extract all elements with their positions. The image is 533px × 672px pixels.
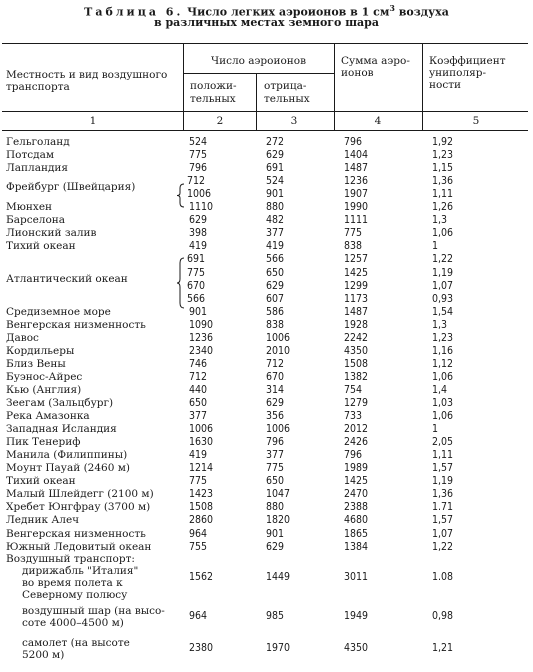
transport-label-line: соте 4000–4500 м) — [22, 616, 124, 629]
row-coeff: 1,16 — [432, 344, 454, 357]
row-sum: 2426 — [344, 436, 369, 449]
header-coeff-1: Коэффициент — [429, 55, 506, 67]
row-sum: 838 — [344, 240, 363, 253]
row-negative: 377 — [266, 227, 285, 240]
row-negative: 1006 — [266, 423, 291, 436]
row-label: Средиземное море — [6, 305, 111, 318]
row-coeff: 0,98 — [432, 609, 454, 622]
table-number: Таблица 6. — [84, 5, 184, 19]
row-positive: 419 — [189, 240, 208, 253]
row-sum: 754 — [344, 383, 363, 396]
row-negative: 1449 — [266, 570, 291, 583]
transport-label-line: 5200 м) — [22, 648, 65, 661]
row-negative: 880 — [266, 501, 285, 514]
row-negative: 1047 — [266, 488, 291, 501]
row-sum: 1928 — [344, 318, 369, 331]
brace-freiburg — [177, 183, 185, 211]
row-negative: 838 — [266, 318, 285, 331]
col-number-4: 4 — [374, 115, 382, 127]
row-coeff: 1,57 — [432, 462, 454, 475]
row-sum: 1425 — [344, 475, 369, 488]
row-coeff: 1,22 — [432, 540, 454, 553]
row-coeff: 1,4 — [432, 383, 448, 396]
row-sum: 2012 — [344, 423, 369, 436]
row-label: Кью (Англия) — [6, 383, 82, 396]
row-coeff: 1,15 — [432, 162, 454, 175]
row-label: Венгерская низменность — [6, 318, 146, 331]
row-positive: 2340 — [189, 344, 214, 357]
row-coeff: 1,07 — [432, 279, 454, 292]
row-label: Тихий океан — [6, 475, 76, 488]
row-sum: 2388 — [344, 501, 369, 514]
row-sum: 1173 — [344, 292, 369, 305]
row-positive: 1423 — [189, 488, 214, 501]
row-coeff: 1.71 — [432, 501, 454, 514]
row-sum: 1865 — [344, 527, 369, 540]
row-positive: 524 — [189, 136, 208, 148]
row-positive: 1006 — [189, 423, 214, 436]
row-coeff: 1 — [432, 240, 439, 253]
row-coeff: 1,06 — [432, 370, 454, 383]
row-positive: 755 — [189, 540, 208, 553]
row-positive: 775 — [189, 149, 208, 162]
row-coeff: 2,05 — [432, 436, 454, 449]
row-positive: 1214 — [189, 462, 214, 475]
row-sum: 775 — [344, 227, 363, 240]
rule-header-mid — [2, 111, 528, 112]
row-negative: 650 — [266, 266, 285, 279]
header-sum-2: ионов — [341, 67, 374, 79]
title-line-1: Число легких аэроионов в 1 см — [187, 5, 390, 19]
row-coeff: 1,23 — [432, 331, 454, 344]
row-label: Близ Вены — [6, 357, 66, 370]
header-negative-2: тельных — [264, 93, 310, 105]
row-label: Атлантический океан — [6, 272, 128, 285]
row-positive: 650 — [189, 397, 208, 409]
row-label: Давос — [6, 331, 39, 344]
row-positive: 964 — [189, 527, 208, 540]
row-sum: 796 — [344, 136, 363, 148]
row-coeff: 1,36 — [432, 488, 454, 501]
row-positive: 629 — [189, 214, 208, 227]
row-positive: 775 — [189, 475, 208, 488]
row-positive: 398 — [189, 227, 208, 240]
row-positive: 746 — [189, 357, 208, 370]
transport-label-line: дирижабль "Италия" — [22, 564, 139, 577]
row-negative: 629 — [266, 149, 285, 162]
col-number-3: 3 — [290, 115, 298, 127]
header-negative-1: отрица- — [264, 80, 307, 92]
row-label: Потсдам — [6, 149, 55, 162]
row-label: Венгерская низменность — [6, 527, 146, 540]
row-label: Западная Исландия — [6, 423, 117, 436]
row-positive: 1236 — [189, 331, 214, 344]
row-coeff: 1.08 — [432, 570, 454, 583]
row-sum: 1382 — [344, 370, 369, 383]
row-sum: 2470 — [344, 488, 369, 501]
header-ion-count: Число аэроионов — [210, 55, 307, 67]
row-sum: 733 — [344, 410, 363, 423]
row-label: Мюнхен — [6, 201, 53, 214]
row-negative: 314 — [266, 383, 285, 396]
row-negative: 356 — [266, 410, 285, 423]
title-superscript: 3 — [389, 3, 395, 13]
row-positive: 2380 — [189, 641, 214, 654]
row-positive: 1006 — [187, 188, 212, 201]
row-coeff: 1,21 — [432, 641, 454, 654]
row-sum: 1111 — [344, 214, 369, 227]
row-positive: 566 — [187, 292, 206, 305]
row-label: Зеегам (Зальцбург) — [6, 397, 114, 409]
row-negative: 985 — [266, 609, 285, 622]
row-sum: 4350 — [344, 641, 369, 654]
row-sum: 1989 — [344, 462, 369, 475]
row-negative: 586 — [266, 305, 285, 318]
row-label: Ледник Алеч — [6, 514, 80, 527]
row-positive: 670 — [187, 279, 206, 292]
row-coeff: 0,93 — [432, 292, 454, 305]
rule-top — [2, 43, 528, 44]
row-label: Фрейбург (Швейцария) — [6, 181, 136, 194]
row-negative: 524 — [266, 175, 285, 188]
row-coeff: 1,07 — [432, 527, 454, 540]
header-positive-1: положи- — [190, 80, 237, 92]
row-positive: 901 — [189, 305, 208, 318]
row-coeff: 1,3 — [432, 214, 448, 227]
row-negative: 880 — [266, 201, 285, 214]
row-negative: 566 — [266, 253, 285, 266]
row-coeff: 1,22 — [432, 253, 454, 266]
row-label: Манила (Филиппины) — [6, 449, 128, 462]
header-coeff-2: униполяр- — [429, 67, 487, 79]
row-negative: 796 — [266, 436, 285, 449]
row-coeff: 1,57 — [432, 514, 454, 527]
row-sum: 4350 — [344, 344, 369, 357]
transport-label-line: Северному полюсу — [22, 588, 128, 601]
transport-label-line: самолет (на высоте — [22, 636, 130, 649]
row-coeff: 1,03 — [432, 397, 454, 409]
row-negative: 650 — [266, 475, 285, 488]
col-number-5: 5 — [472, 115, 480, 127]
row-positive: 712 — [189, 370, 208, 383]
col-divider-2 — [256, 73, 257, 130]
row-label: Лапландия — [6, 162, 69, 175]
row-sum: 1279 — [344, 397, 369, 409]
row-positive: 1508 — [189, 501, 214, 514]
row-coeff: 1,06 — [432, 410, 454, 423]
row-coeff: 1,11 — [432, 188, 454, 201]
row-negative: 629 — [266, 279, 285, 292]
transport-label-line: воздушный шар (на высо- — [22, 604, 165, 617]
row-negative: 419 — [266, 240, 285, 253]
row-positive: 2860 — [189, 514, 214, 527]
row-negative: 607 — [266, 292, 285, 305]
row-coeff: 1,23 — [432, 149, 454, 162]
row-sum: 1949 — [344, 609, 369, 622]
row-sum: 3011 — [344, 570, 369, 583]
transport-label-line: во время полета к — [22, 576, 123, 589]
row-label: Тихий океан — [6, 240, 76, 253]
row-label: Хребет Юнгфрау (3700 м) — [6, 501, 151, 514]
row-negative: 1970 — [266, 641, 291, 654]
row-positive: 1090 — [189, 318, 214, 331]
header-positive-2: тельных — [190, 93, 236, 105]
row-negative: 775 — [266, 462, 285, 475]
title-line-2: в различных местах земного шара — [154, 16, 379, 29]
row-coeff: 1 — [432, 423, 439, 436]
row-negative: 629 — [266, 397, 285, 409]
row-label: Река Амазонка — [6, 410, 90, 423]
row-label: Барселона — [6, 214, 66, 227]
col-number-2: 2 — [216, 115, 224, 127]
row-positive: 775 — [187, 266, 206, 279]
row-coeff: 1,19 — [432, 266, 454, 279]
row-sum: 1907 — [344, 188, 369, 201]
row-sum: 1487 — [344, 162, 369, 175]
row-coeff: 1,3 — [432, 318, 448, 331]
row-sum: 1404 — [344, 149, 369, 162]
row-label: Лионский залив — [6, 227, 97, 240]
row-label: Кордильеры — [6, 344, 75, 357]
row-negative: 377 — [266, 449, 285, 462]
row-negative: 691 — [266, 162, 285, 175]
row-positive: 1562 — [189, 570, 214, 583]
row-sum: 1508 — [344, 357, 369, 370]
col-number-1: 1 — [89, 115, 97, 127]
row-coeff: 1,54 — [432, 305, 454, 318]
row-sum: 1299 — [344, 279, 369, 292]
rule-ion-split — [183, 73, 334, 74]
row-positive: 1110 — [189, 201, 214, 214]
row-label: Буэнос-Айрес — [6, 370, 83, 383]
row-sum: 1487 — [344, 305, 369, 318]
row-positive: 440 — [189, 383, 208, 396]
row-negative: 482 — [266, 214, 285, 227]
row-label: Южный Ледовитый океан — [6, 540, 152, 553]
header-location-2: транспорта — [6, 81, 70, 93]
row-positive: 1630 — [189, 436, 214, 449]
brace-atlantic — [177, 257, 185, 312]
col-divider-4 — [422, 43, 423, 130]
col-divider-3 — [334, 43, 335, 130]
row-negative: 272 — [266, 136, 285, 148]
transport-heading: Воздушный транспорт: — [6, 552, 135, 565]
row-sum: 2242 — [344, 331, 369, 344]
row-negative: 629 — [266, 540, 285, 553]
row-coeff: 1,11 — [432, 449, 454, 462]
row-coeff: 1,12 — [432, 357, 454, 370]
row-sum: 1425 — [344, 266, 369, 279]
row-positive: 377 — [189, 410, 208, 423]
row-positive: 796 — [189, 162, 208, 175]
row-coeff: 1,92 — [432, 136, 454, 148]
row-sum: 1257 — [344, 253, 369, 266]
row-positive: 419 — [189, 449, 208, 462]
title-line-1-end: воздуха — [394, 5, 449, 19]
row-coeff: 1,06 — [432, 227, 454, 240]
row-positive: 691 — [187, 253, 206, 266]
row-negative: 1006 — [266, 331, 291, 344]
rule-header-bottom — [2, 130, 528, 131]
header-sum-1: Сумма аэро- — [341, 55, 410, 67]
row-coeff: 1,36 — [432, 175, 454, 188]
row-negative: 670 — [266, 370, 285, 383]
row-coeff: 1,26 — [432, 201, 454, 214]
header-coeff-3: ности — [429, 79, 462, 91]
row-negative: 712 — [266, 357, 285, 370]
row-sum: 1990 — [344, 201, 369, 214]
row-sum: 1236 — [344, 175, 369, 188]
row-coeff: 1,19 — [432, 475, 454, 488]
row-negative: 901 — [266, 527, 285, 540]
row-label: Моунт Пауай (2460 м) — [6, 462, 131, 475]
row-positive: 964 — [189, 609, 208, 622]
header-location-1: Местность и вид воздушного — [6, 69, 168, 81]
row-positive: 712 — [187, 175, 206, 188]
row-sum: 1384 — [344, 540, 369, 553]
row-label: Малый Шлейдегг (2100 м) — [6, 488, 154, 501]
row-label: Гельголанд — [6, 136, 70, 148]
row-sum: 796 — [344, 449, 363, 462]
row-negative: 2010 — [266, 344, 291, 357]
row-negative: 1820 — [266, 514, 291, 527]
row-sum: 4680 — [344, 514, 369, 527]
row-label: Пик Тенериф — [6, 436, 81, 449]
row-negative: 901 — [266, 188, 285, 201]
